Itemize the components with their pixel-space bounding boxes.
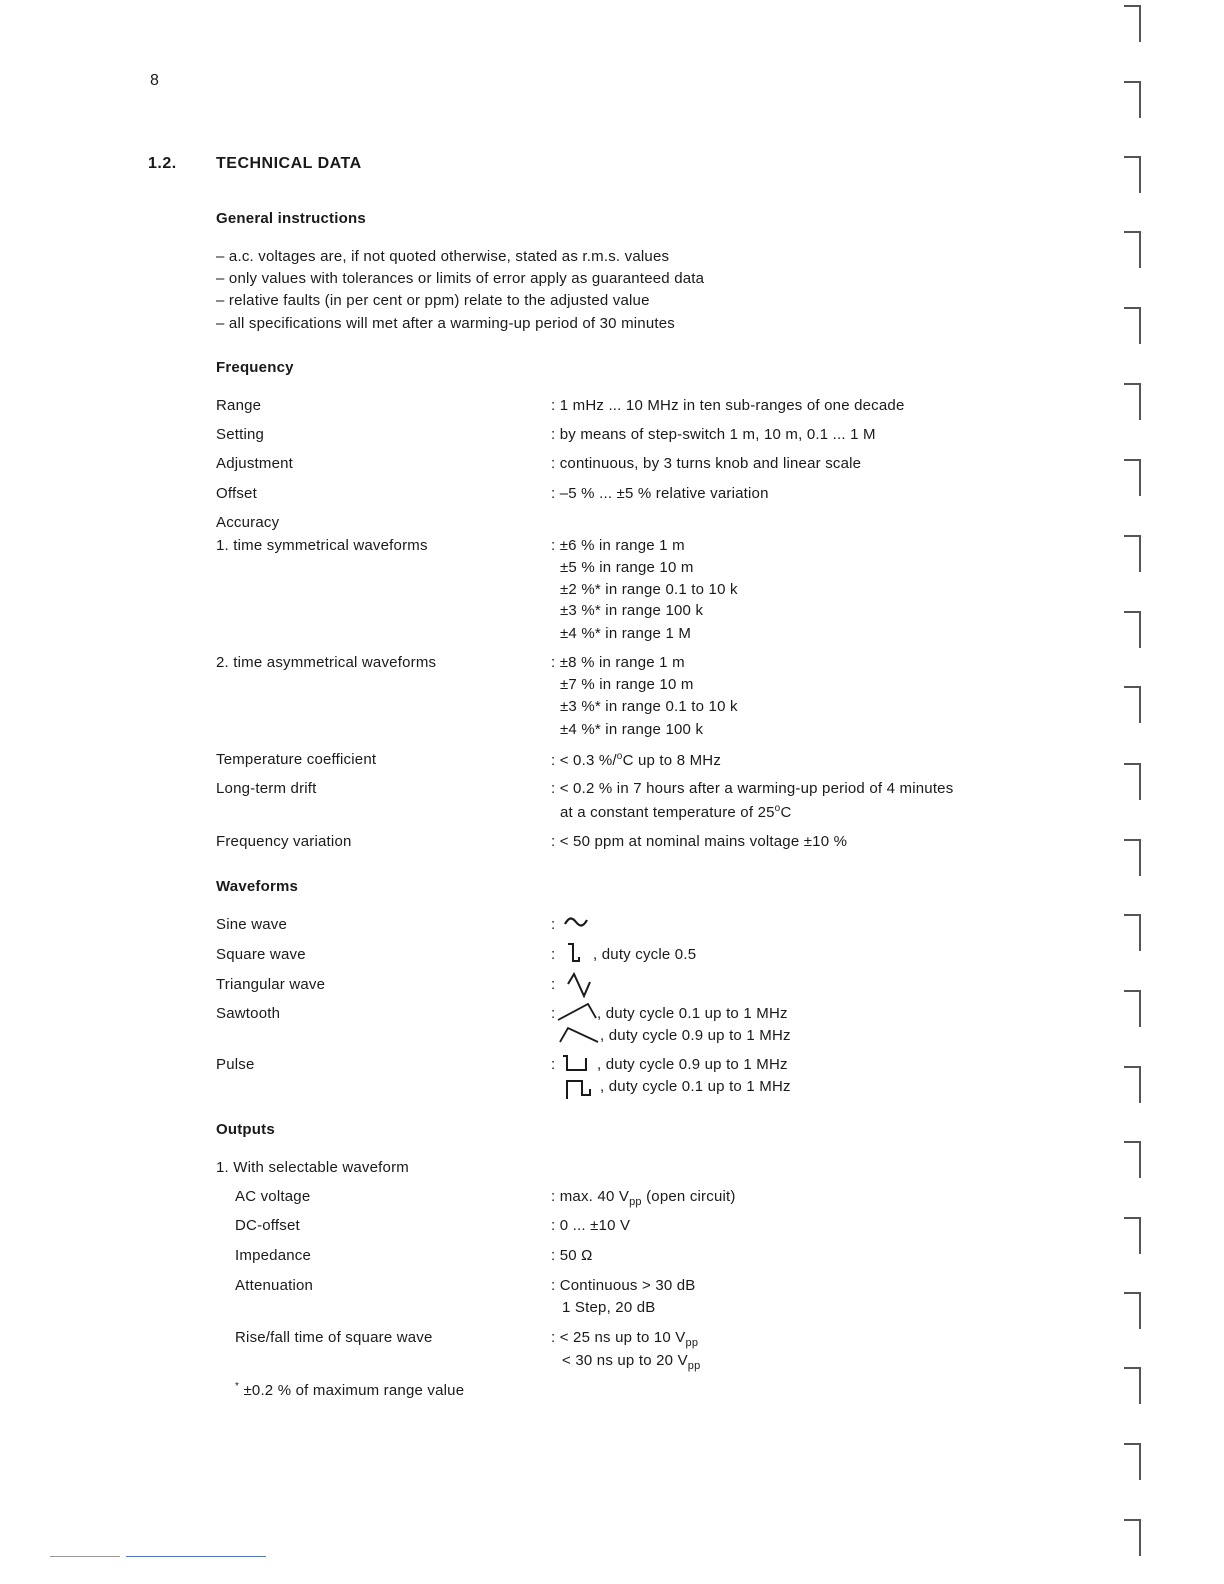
footnote: * ±0.2 % of maximum range value: [235, 1381, 465, 1399]
accuracy-sym-value: : ±6 % in range 1 m: [551, 537, 685, 554]
accuracy-asym-value: : ±8 % in range 1 m: [551, 654, 685, 671]
binder-hole-icon: [1122, 1366, 1144, 1406]
binder-hole-icon: [1122, 382, 1144, 422]
pulse-narrow-high-icon: [564, 1075, 598, 1101]
binder-hole-icon: [1122, 989, 1144, 1029]
binder-hole-icon: [1122, 1065, 1144, 1105]
adjustment-value: : continuous, by 3 turns knob and linear scale: [551, 455, 862, 472]
binder-hole-icon: [1122, 685, 1144, 725]
pulse-label: Pulse: [216, 1056, 255, 1073]
adjustment-label: Adjustment: [216, 455, 294, 472]
pulse-value-2: , duty cycle 0.1 up to 1 MHz: [600, 1078, 791, 1095]
binder-hole-icon: [1122, 534, 1144, 574]
impedance-label: Impedance: [235, 1247, 312, 1264]
frequency-variation-value: : < 50 ppm at nominal mains voltage ±10 %: [551, 833, 848, 850]
scan-edge-line: [50, 1556, 120, 1557]
frequency-heading: Frequency: [216, 359, 294, 376]
accuracy-sym-value: ±5 % in range 10 m: [560, 559, 694, 576]
sawtooth-rising-icon: [556, 1000, 600, 1024]
accuracy-sym-value: ±3 %* in range 100 k: [560, 602, 704, 619]
accuracy-asym-value: ±3 %* in range 0.1 to 10 k: [560, 698, 738, 715]
offset-label: Offset: [216, 485, 257, 502]
outputs-sub-heading: 1. With selectable waveform: [216, 1159, 409, 1176]
binder-hole-icon: [1122, 155, 1144, 195]
offset-value: : –5 % ... ±5 % relative variation: [551, 485, 769, 502]
sawtooth-value-1: , duty cycle 0.1 up to 1 MHz: [597, 1005, 788, 1022]
binder-hole-icon: [1122, 1518, 1144, 1558]
accuracy-sym-value: ±4 %* in range 1 M: [560, 625, 692, 642]
binder-hole-icon: [1122, 1140, 1144, 1180]
attenuation-value-1: : Continuous > 30 dB: [551, 1277, 696, 1294]
attenuation-label: Attenuation: [235, 1277, 314, 1294]
binder-hole-icon: [1122, 80, 1144, 120]
general-item: – relative faults (in per cent or ppm) relate to the adjusted value: [216, 292, 650, 309]
sawtooth-label: Sawtooth: [216, 1005, 281, 1022]
ac-voltage-value: : max. 40 $V_{pp}$ (open circuit): [551, 1188, 736, 1208]
drift-value: : < 0.2 % in 7 hours after a warming-up period of 4 minutes: [551, 780, 954, 797]
drift-label: Long-term drift: [216, 780, 317, 797]
binder-hole-icon: [1122, 306, 1144, 346]
attenuation-value-2: 1 Step, 20 dB: [562, 1299, 656, 1316]
general-item: – all specifications will met after a warming-up period of 30 minutes: [216, 315, 676, 332]
pulse-colon: :: [551, 1056, 556, 1073]
accuracy-asym-value: ±4 %* in range 100 k: [560, 721, 704, 738]
frequency-variation-label: Frequency variation: [216, 833, 352, 850]
impedance-value: : 50 Ω: [551, 1247, 593, 1264]
accuracy-label: Accuracy: [216, 514, 280, 531]
outputs-heading: Outputs: [216, 1121, 275, 1138]
binder-hole-icon: [1122, 230, 1144, 270]
binder-hole-icon: [1122, 458, 1144, 498]
accuracy-sym-value: ±2 %* in range 0.1 to 10 k: [560, 581, 738, 598]
setting-value: : by means of step-switch 1 m, 10 m, 0.1 ... 1 M: [551, 426, 876, 443]
triangular-label: Triangular wave: [216, 976, 326, 993]
rise-fall-value-2: < 30 ns up to 20 $V_{pp}$: [562, 1352, 701, 1372]
square-colon: :: [551, 946, 556, 963]
dc-offset-value: : 0 ... ±10 V: [551, 1217, 631, 1234]
sawtooth-falling-icon: [558, 1022, 602, 1046]
binder-hole-icon: [1122, 1442, 1144, 1482]
rise-fall-label: Rise/fall time of square wave: [235, 1329, 433, 1346]
binder-hole-icon: [1122, 1291, 1144, 1331]
accuracy-asym-label: 2. time asymmetrical waveforms: [216, 654, 437, 671]
general-heading: General instructions: [216, 210, 366, 227]
scan-edge-line: [126, 1556, 266, 1557]
ac-voltage-label: AC voltage: [235, 1188, 311, 1205]
binder-hole-icon: [1122, 4, 1144, 44]
square-wave-icon: [566, 940, 586, 966]
setting-label: Setting: [216, 426, 265, 443]
binder-hole-icon: [1122, 1216, 1144, 1256]
page-number: 8: [150, 72, 160, 89]
triangular-colon: :: [551, 976, 556, 993]
general-item: – only values with tolerances or limits of error apply as guaranteed data: [216, 270, 705, 287]
sawtooth-colon: :: [551, 1005, 556, 1022]
temp-coefficient-label: Temperature coefficient: [216, 751, 377, 768]
sine-wave-icon: [563, 914, 589, 930]
binder-hole-icon: [1122, 913, 1144, 953]
waveforms-heading: Waveforms: [216, 878, 299, 895]
pulse-narrow-low-icon: [560, 1052, 594, 1074]
section-title: TECHNICAL DATA: [216, 155, 362, 172]
accuracy-sym-label: 1. time symmetrical waveforms: [216, 537, 428, 554]
accuracy-asym-value: ±7 % in range 10 m: [560, 676, 694, 693]
triangular-wave-icon: [566, 970, 594, 1000]
sine-colon: :: [551, 916, 556, 933]
sine-label: Sine wave: [216, 916, 288, 933]
range-label: Range: [216, 397, 262, 414]
general-item: – a.c. voltages are, if not quoted otherwise, stated as r.m.s. values: [216, 248, 670, 265]
binder-hole-icon: [1122, 762, 1144, 802]
range-value: : 1 mHz ... 10 MHz in ten sub-ranges of one decade: [551, 397, 905, 414]
pulse-value-1: , duty cycle 0.9 up to 1 MHz: [597, 1056, 788, 1073]
sawtooth-value-2: , duty cycle 0.9 up to 1 MHz: [600, 1027, 791, 1044]
drift-value-line2: at a constant temperature of 25$^o$C: [560, 803, 792, 821]
section-number: 1.2.: [148, 155, 177, 172]
binder-hole-icon: [1122, 838, 1144, 878]
temp-coefficient-value: : < 0.3 %/$^o$C up to 8 MHz: [551, 751, 722, 769]
rise-fall-value-1: : < 25 ns up to 10 $V_{pp}$: [551, 1329, 699, 1349]
square-value: , duty cycle 0.5: [593, 946, 697, 963]
dc-offset-label: DC-offset: [235, 1217, 300, 1234]
binder-hole-icon: [1122, 610, 1144, 650]
square-label: Square wave: [216, 946, 306, 963]
